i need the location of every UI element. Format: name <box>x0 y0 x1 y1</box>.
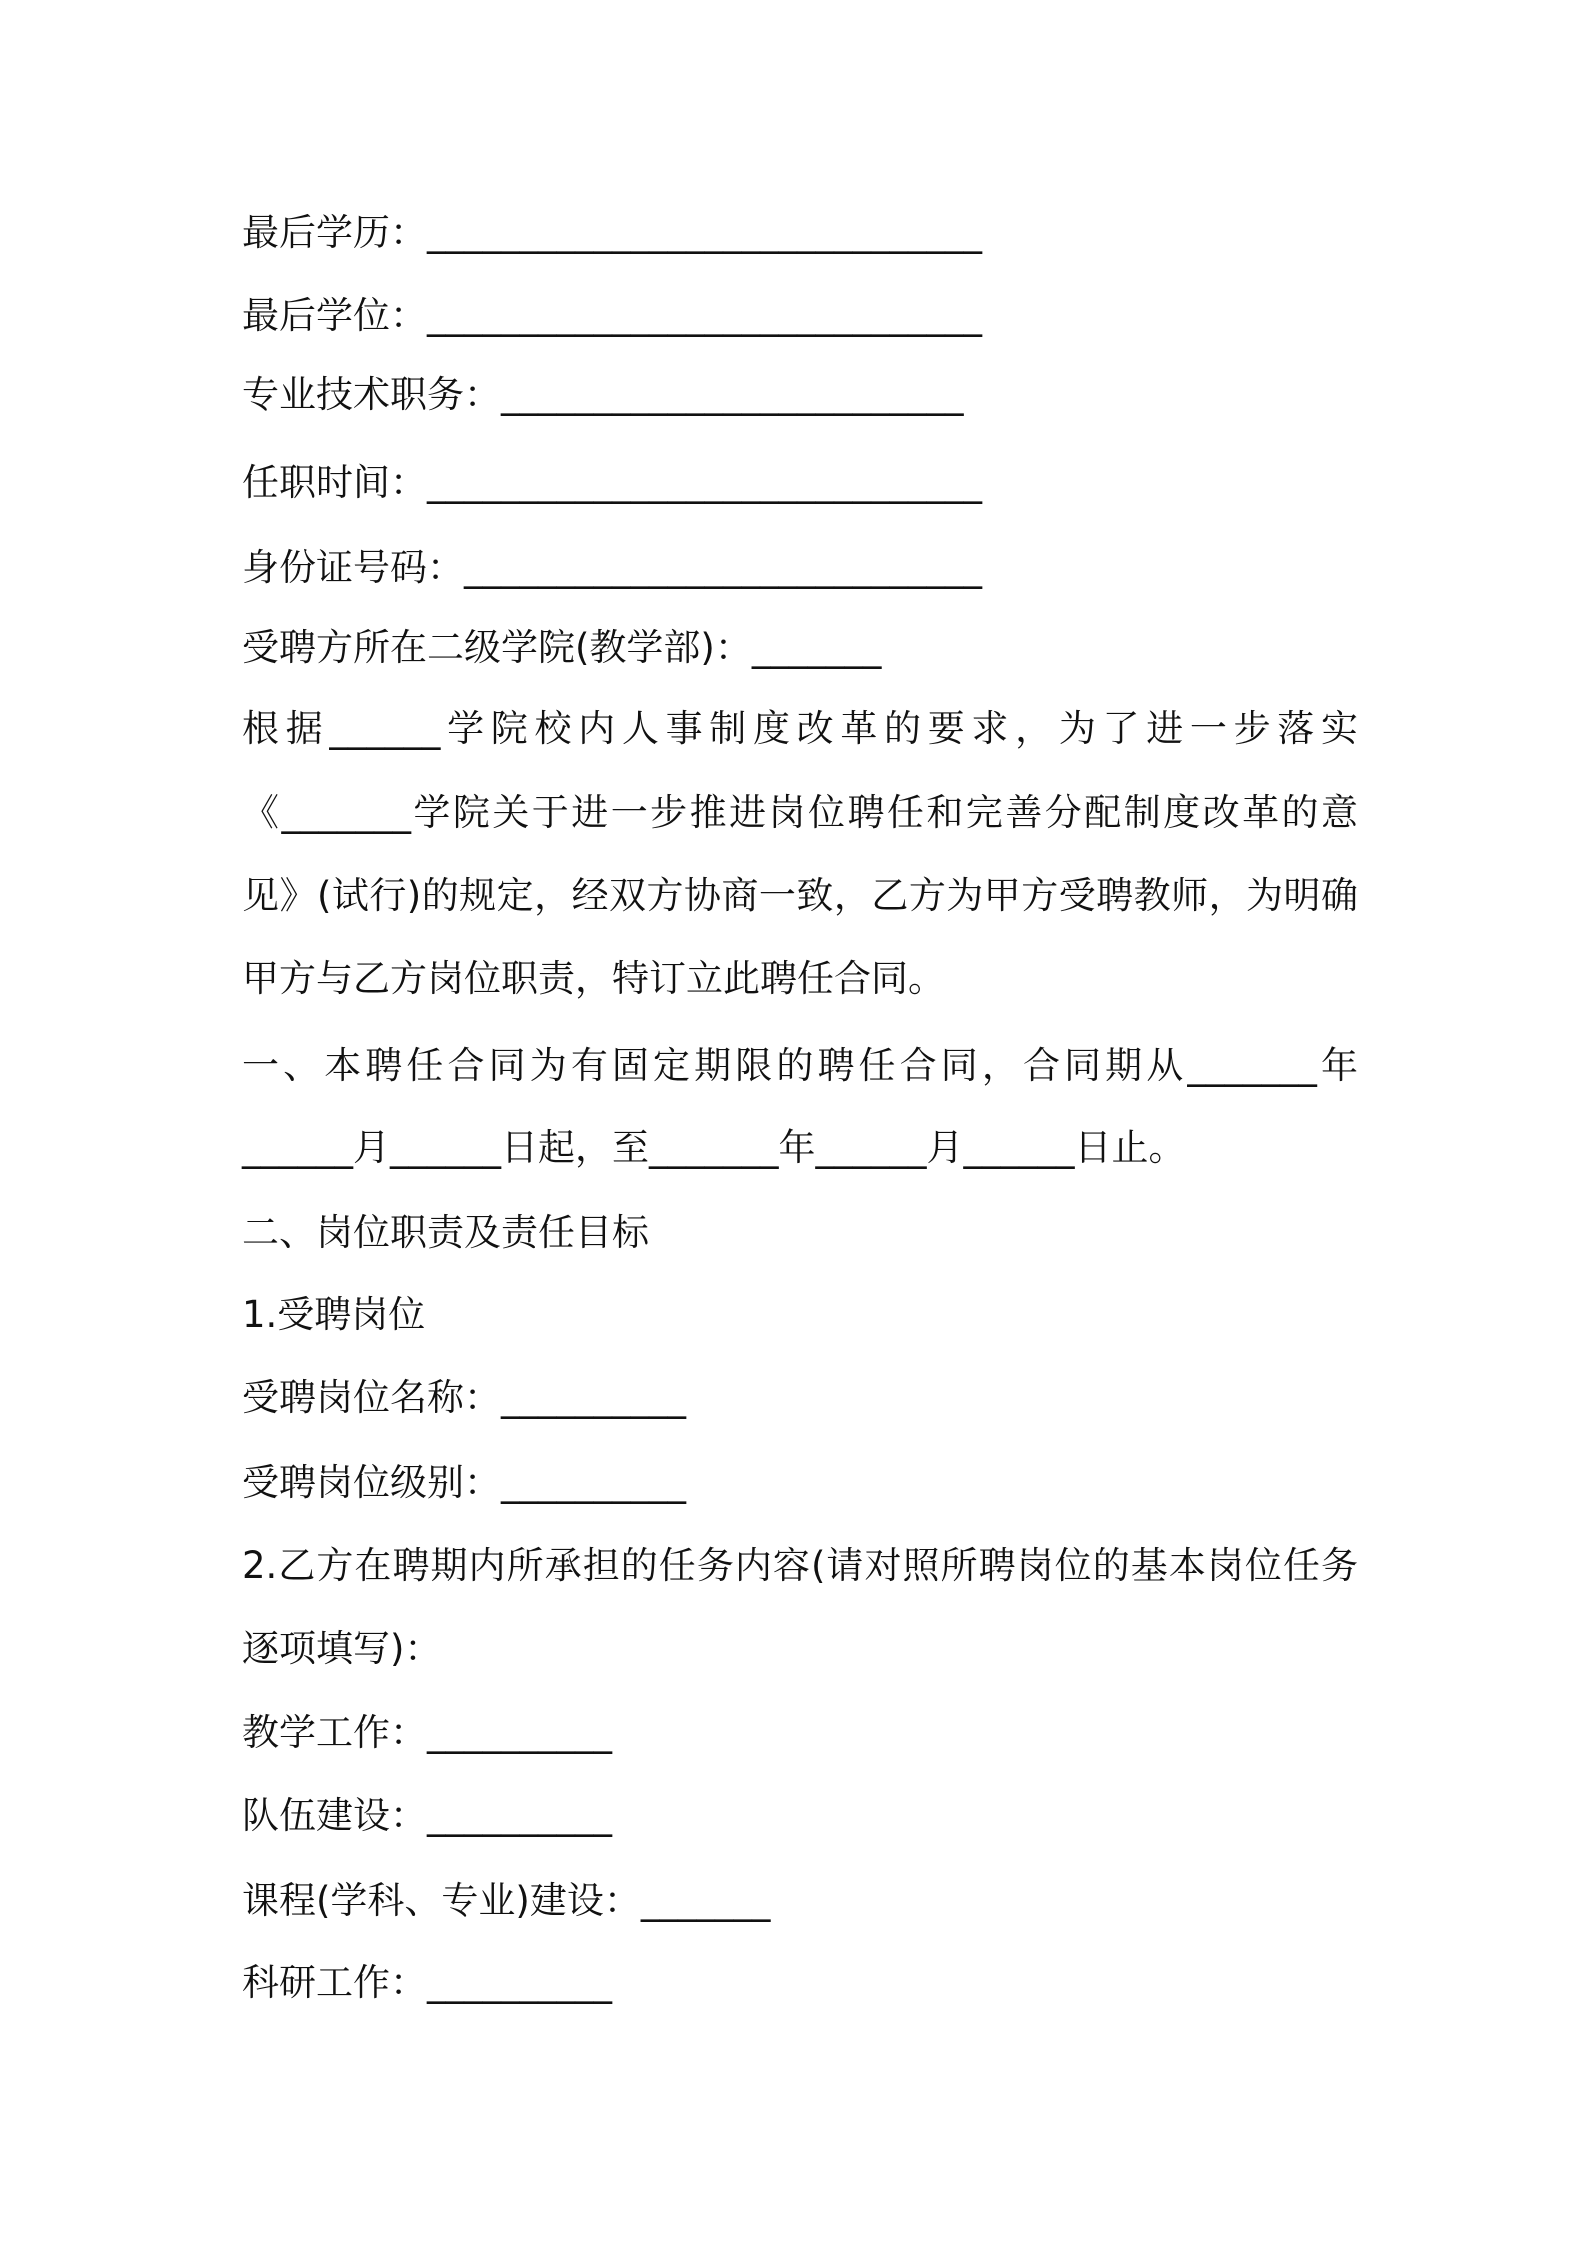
intro-line-1: 根据______学院校内人事制度改革的要求，为了进一步落实 <box>242 707 1358 750</box>
post-level-field: 受聘岗位级别：__________ <box>242 1461 686 1504</box>
clause2-subheading-2-line-1: 2.乙方在聘期内所承担的任务内容(请对照所聘岗位的基本岗位任务 <box>242 1544 1358 1587</box>
professional-title-field: 专业技术职务：_________________________ <box>242 373 964 416</box>
appointment-time-field: 任职时间：______________________________ <box>242 461 982 504</box>
intro-line-2: 《_______学院关于进一步推进岗位聘任和完善分配制度改革的意 <box>242 791 1358 834</box>
team-building-field: 队伍建设：__________ <box>242 1794 612 1837</box>
teaching-work-field: 教学工作：__________ <box>242 1711 612 1754</box>
clause1-line-1: 一、本聘任合同为有固定期限的聘任合同，合同期从_______年 <box>242 1044 1358 1087</box>
education-field: 最后学历：______________________________ <box>242 211 982 254</box>
id-number-field: 身份证号码：____________________________ <box>242 546 982 589</box>
course-building-field: 课程(学科、专业)建设：_______ <box>242 1879 771 1922</box>
clause2-subheading-2-line-2: 逐项填写)： <box>242 1627 442 1670</box>
clause1-line-2: ______月______日起，至_______年______月______日止。 <box>242 1126 1186 1169</box>
research-work-field: 科研工作：__________ <box>242 1961 612 2004</box>
clause2-heading: 二、岗位职责及责任目标 <box>242 1211 649 1254</box>
clause2-subheading-1: 1.受聘岗位 <box>242 1293 426 1336</box>
post-name-field: 受聘岗位名称：__________ <box>242 1376 686 1419</box>
intro-line-3: 见》(试行)的规定，经双方协商一致，乙方为甲方受聘教师，为明确 <box>242 874 1358 917</box>
college-field: 受聘方所在二级学院(教学部)：_______ <box>242 626 882 669</box>
degree-field: 最后学位：______________________________ <box>242 294 982 337</box>
intro-line-4: 甲方与乙方岗位职责，特订立此聘任合同。 <box>242 957 945 1000</box>
